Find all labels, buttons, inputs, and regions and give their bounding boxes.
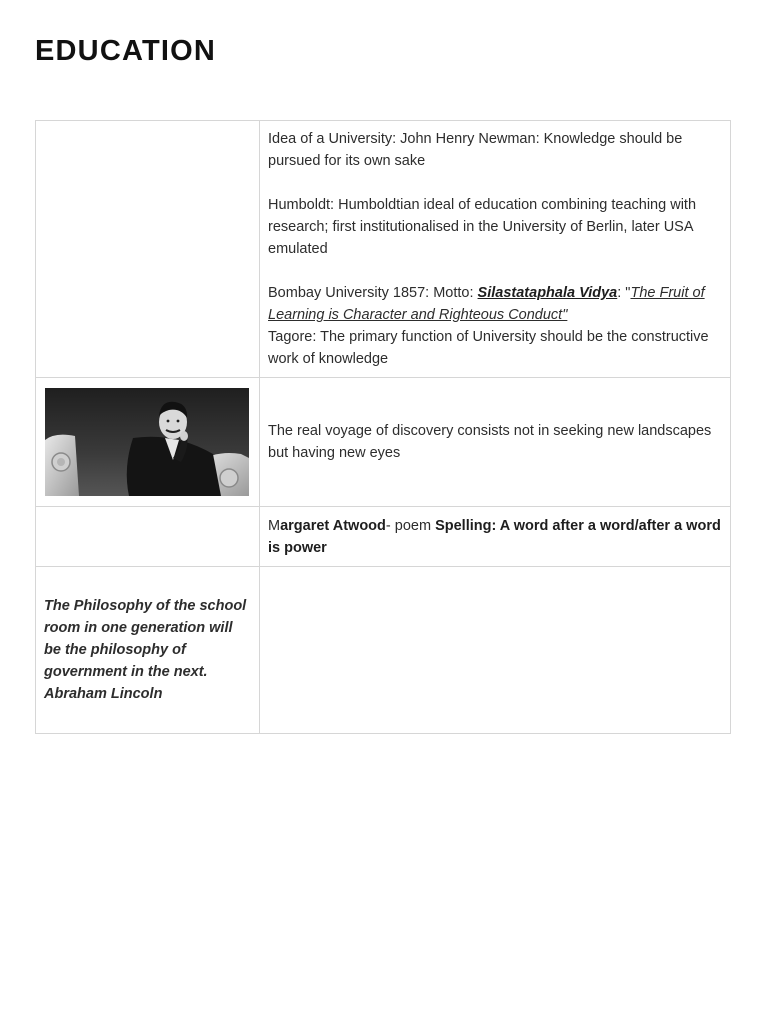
bombay-note: [268, 282, 722, 326]
table-cell-atwood: [260, 507, 731, 567]
table-cell-empty: [260, 567, 731, 734]
portrait-photo: [45, 388, 249, 496]
humboldt-note: Humboldt: Humboldtian ideal of education combining teaching with research; first institutionalised in the University of Berlin, later USA emulated: [268, 197, 697, 257]
table-cell-discovery: [260, 378, 731, 507]
bombay-separator: : ": [617, 285, 631, 301]
atwood-initial: M: [268, 517, 281, 534]
tagore-note: Tagore: The primary function of University should be the constructive work of knowledge: [268, 329, 709, 367]
table-row: [36, 567, 731, 734]
discovery-quote: The real voyage of discovery consists not in seeking new landscapes but having new eyes: [268, 423, 712, 461]
page-title: EDUCATION: [35, 35, 217, 67]
table-cell-universities: [260, 121, 731, 378]
table-cell-lincoln: [36, 567, 260, 734]
bombay-motto-link[interactable]: Silastataphala Vidya: [477, 285, 618, 301]
table-row: [36, 121, 731, 378]
table-row: [36, 378, 731, 507]
education-table: [35, 120, 731, 734]
bombay-translation-link[interactable]: The Fruit of Learning is Character and Righteous Conduct": [268, 285, 705, 323]
table-row: [36, 507, 731, 567]
table-cell-empty: [36, 121, 260, 378]
lincoln-quote: The Philosophy of the school room in one generation will be the philosophy of government in the next. Abraham Lincoln: [44, 598, 247, 702]
atwood-name: argaret Atwood: [280, 517, 386, 534]
atwood-mid: - poem: [385, 517, 436, 534]
newman-note: Idea of a University: John Henry Newman: Knowledge should be pursued for its own sake: [268, 131, 683, 169]
atwood-poem: Spelling: A word after a word/after a word is power: [268, 517, 721, 556]
atwood-note: [268, 515, 722, 559]
table-cell-photo: [36, 378, 260, 507]
table-cell-empty: [36, 507, 260, 567]
bombay-prefix: Bombay University 1857: Motto:: [268, 285, 478, 301]
